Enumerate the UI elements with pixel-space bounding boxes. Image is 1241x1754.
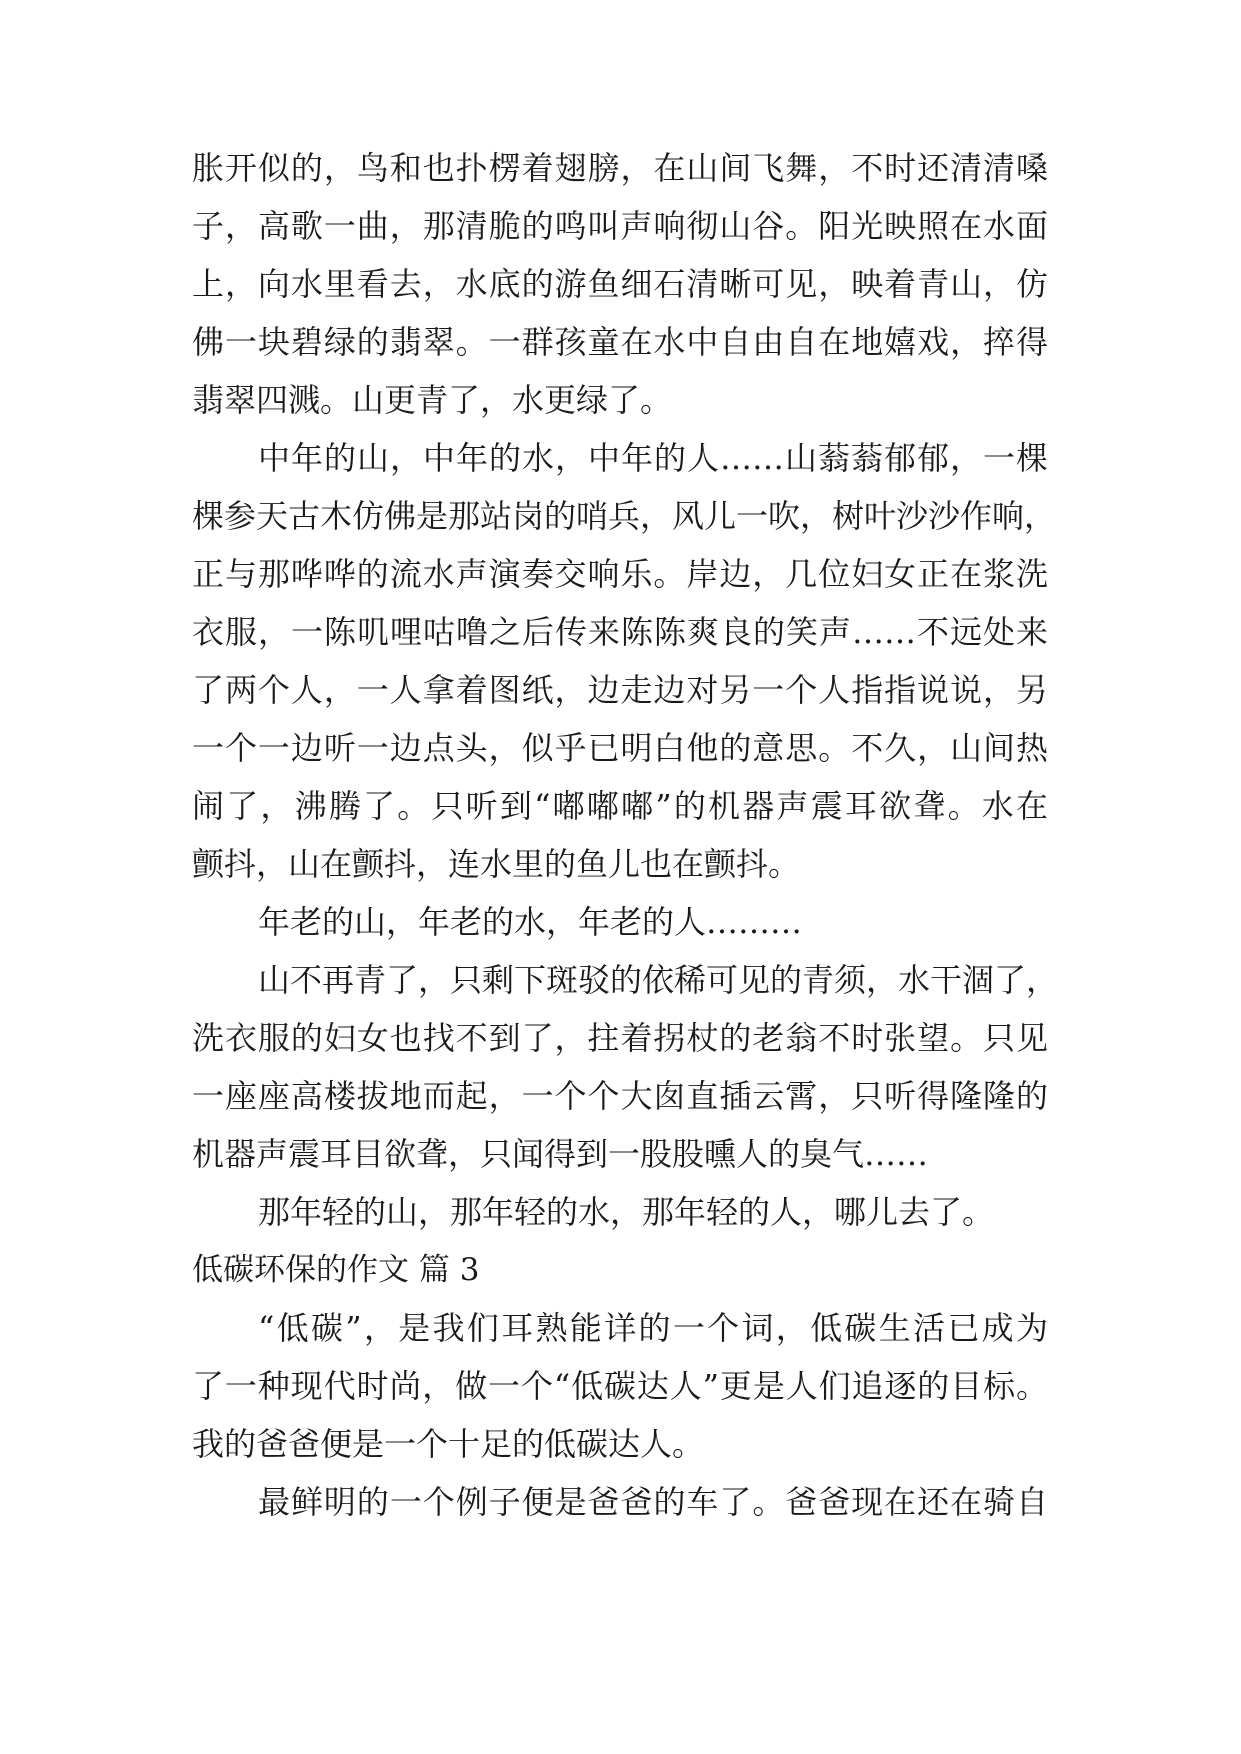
text-line: 颤抖，山在颤抖，连水里的鱼儿也在颤抖。 xyxy=(192,845,801,883)
text-line: 年老的山，年老的水，年老的人……… xyxy=(258,903,803,941)
text-line: 一座座高楼拔地而起，一个个大囱直插云霄，只听得隆隆的 xyxy=(192,1077,1048,1115)
text-line: 了一种现代时尚，做一个“低碳达人”更是人们追逐的目标。 xyxy=(192,1367,1048,1405)
text-line: 子，高歌一曲，那清脆的鸣叫声响彻山谷。阳光映照在水面 xyxy=(192,207,1048,245)
text-line: 上，向水里看去，水底的游鱼细石清晰可见，映着青山，仿 xyxy=(192,265,1048,303)
text-line: 山不再青了，只剩下斑驳的依稀可见的青须，水干涸了， xyxy=(258,961,1059,999)
text-line: 翡翠四溅。山更青了，水更绿了。 xyxy=(192,381,673,419)
text-line: 胀开似的，鸟和也扑楞着翅膀，在山间飞舞，不时还清清嗓 xyxy=(192,149,1048,187)
text-line: “低碳”，是我们耳熟能详的一个词，低碳生活已成为 xyxy=(258,1309,1048,1347)
text-line: 最鲜明的一个例子便是爸爸的车了。爸爸现在还在骑自 xyxy=(258,1483,1048,1521)
text-line: 正与那哗哗的流水声演奏交响乐。岸边，几位妇女正在浆洗 xyxy=(192,555,1048,593)
text-line: 那年轻的山，那年轻的水，那年轻的人，哪儿去了。 xyxy=(258,1193,995,1231)
text-line: 中年的山，中年的水，中年的人……山蓊蓊郁郁，一棵 xyxy=(258,439,1048,477)
text-line: 了两个人，一人拿着图纸，边走边对另一个人指指说说，另 xyxy=(192,671,1048,709)
text-line: 一个一边听一边点头，似乎已明白他的意思。不久，山间热 xyxy=(192,729,1048,767)
text-line: 洗衣服的妇女也找不到了，拄着拐杖的老翁不时张望。只见 xyxy=(192,1019,1048,1057)
section-heading: 低碳环保的作文 篇 3 xyxy=(192,1252,480,1288)
text-line: 棵参天古木仿佛是那站岗的哨兵，风儿一吹，树叶沙沙作响， xyxy=(192,497,1057,535)
text-line: 机器声震耳目欲聋，只闻得到一股股曛人的臭气…… xyxy=(192,1135,929,1173)
text-line: 衣服，一陈叽哩咕噜之后传来陈陈爽良的笑声……不远处来 xyxy=(192,613,1048,651)
text-line: 佛一块碧绿的翡翠。一群孩童在水中自由自在地嬉戏，捽得 xyxy=(192,323,1048,361)
text-line: 闹了，沸腾了。只听到“嘟嘟嘟”的机器声震耳欲聋。水在 xyxy=(192,787,1048,825)
text-line: 我的爸爸便是一个十足的低碳达人。 xyxy=(192,1425,705,1463)
